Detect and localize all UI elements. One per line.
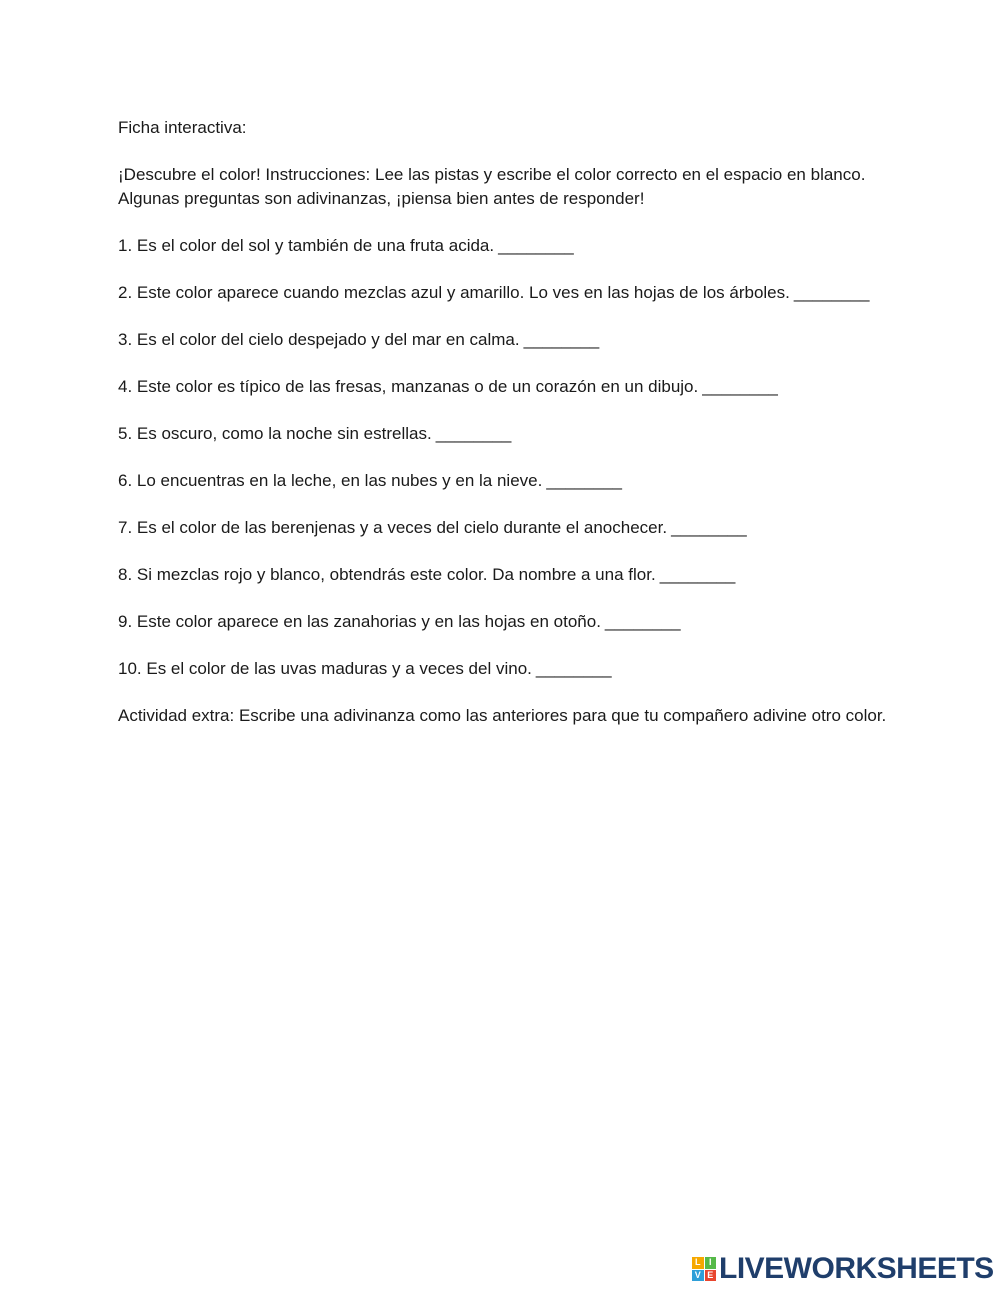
question-item bbox=[118, 328, 898, 352]
question-item bbox=[118, 563, 898, 587]
logo-mark-icon bbox=[692, 1257, 716, 1281]
answer-blank[interactable]: ________ bbox=[604, 612, 681, 631]
answer-blank[interactable]: ________ bbox=[523, 330, 600, 349]
question-text: 7. Es el color de las berenjenas y a veces del cielo durante el anochecer. bbox=[118, 518, 668, 537]
question-item bbox=[118, 422, 898, 446]
question-item bbox=[118, 657, 898, 681]
answer-blank[interactable]: ________ bbox=[498, 236, 574, 255]
question-text: 1. Es el color del sol y también de una fruta acida. bbox=[118, 236, 495, 255]
worksheet bbox=[118, 116, 898, 751]
answer-blank[interactable]: ________ bbox=[535, 659, 612, 678]
question-item bbox=[118, 281, 898, 305]
question-text: 3. Es el color del cielo despejado y del mar en calma. bbox=[118, 330, 520, 349]
answer-blank[interactable]: ________ bbox=[793, 283, 870, 302]
liveworksheets-logo bbox=[692, 1254, 994, 1284]
logo-mark-cell: E bbox=[705, 1270, 717, 1282]
question-text: 10. Es el color de las uvas maduras y a veces del vino. bbox=[118, 659, 532, 678]
question-item bbox=[118, 469, 898, 493]
question-item bbox=[118, 610, 898, 634]
worksheet-header: Ficha interactiva: bbox=[118, 118, 247, 137]
question-text: 8. Si mezclas rojo y blanco, obtendrás este color. Da nombre a una flor. bbox=[118, 565, 656, 584]
logo-mark-cell: V bbox=[692, 1270, 704, 1282]
instructions: ¡Descubre el color! Instrucciones: Lee las pistas y escribe el color correcto en el espacio en blanco. Algunas preguntas son adivinanzas, ¡piensa bien antes de responder! bbox=[118, 165, 866, 208]
question-text: 2. Este color aparece cuando mezclas azul y amarillo. Lo ves en las hojas de los árboles. bbox=[118, 283, 790, 302]
answer-blank[interactable]: ________ bbox=[671, 518, 747, 537]
question-text: 4. Este color es típico de las fresas, manzanas o de un corazón en un dibujo. bbox=[118, 377, 699, 396]
extra-activity: Actividad extra: Escribe una adivinanza como las anteriores para que tu compañero adivine otro color. bbox=[118, 706, 887, 725]
question-text: 9. Este color aparece en las zanahorias y en las hojas en otoño. bbox=[118, 612, 601, 631]
logo-text: LIVEWORKSHEETS bbox=[719, 1252, 994, 1285]
question-item bbox=[118, 516, 898, 540]
answer-blank[interactable]: ________ bbox=[659, 565, 736, 584]
answer-blank[interactable]: ________ bbox=[435, 424, 512, 443]
question-text: 6. Lo encuentras en la leche, en las nubes y en la nieve. bbox=[118, 471, 543, 490]
question-text: 5. Es oscuro, como la noche sin estrellas. bbox=[118, 424, 432, 443]
logo-mark-cell: I bbox=[705, 1257, 717, 1269]
question-item bbox=[118, 234, 898, 258]
answer-blank[interactable]: ________ bbox=[702, 377, 778, 396]
question-item bbox=[118, 375, 898, 399]
question-list bbox=[118, 234, 898, 681]
logo-mark-cell: L bbox=[692, 1257, 704, 1269]
answer-blank[interactable]: ________ bbox=[546, 471, 622, 490]
